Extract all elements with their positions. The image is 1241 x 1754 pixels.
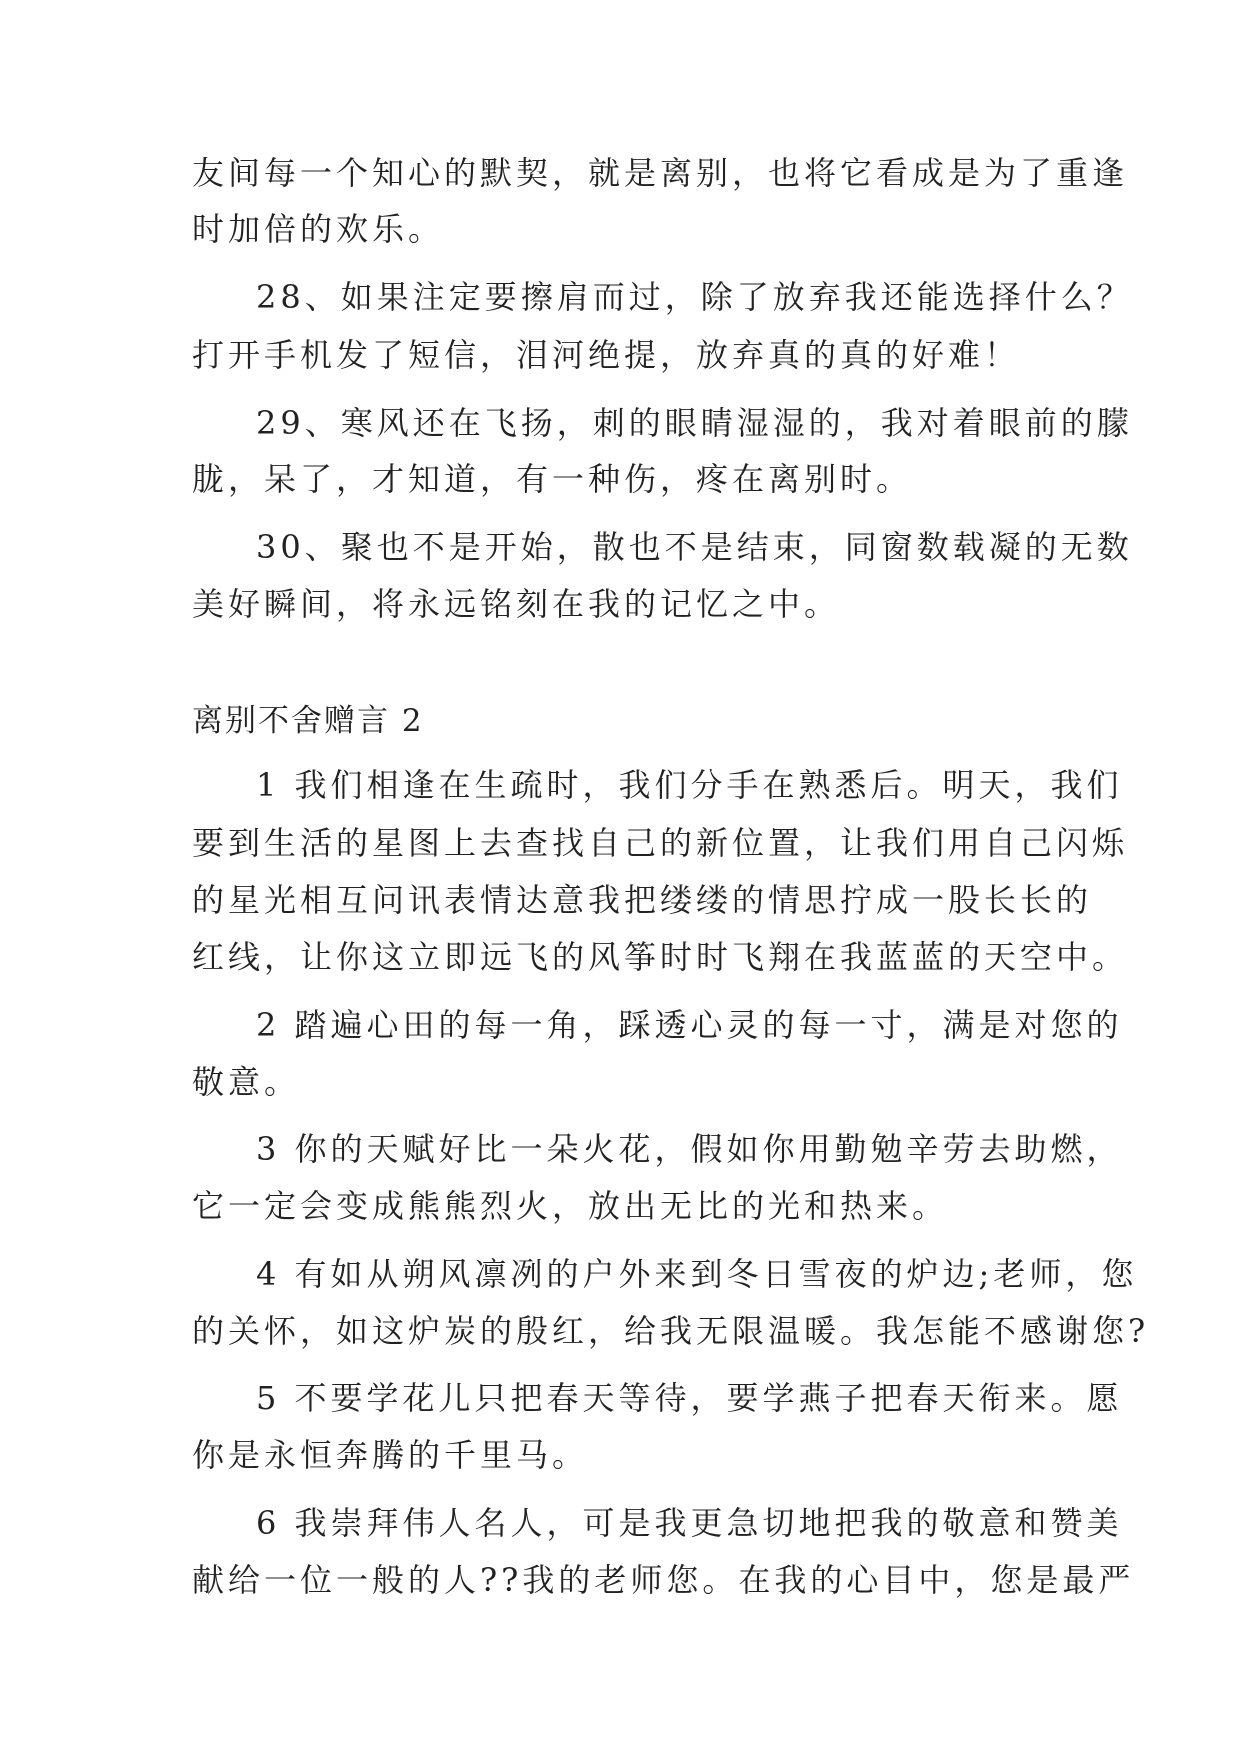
paragraph-line: 29、寒风还在飞扬，刺的眼睛湿湿的，我对着眼前的朦 (256, 404, 1133, 442)
paragraph-line: 友间每一个知心的默契，就是离别，也将它看成是为了重逢 (192, 154, 1129, 192)
paragraph-line: 1 我们相逢在生疏时，我们分手在熟悉后。明天，我们 (256, 766, 1123, 804)
paragraph-line: 要到生活的星图上去查找自己的新位置，让我们用自己闪烁 (192, 824, 1129, 862)
section-heading: 离别不舍赠言 2 (192, 703, 424, 739)
paragraph-line: 时加倍的欢乐。 (192, 210, 445, 248)
paragraph-line: 4 有如从朔风凛冽的户外来到冬日雪夜的炉边;老师，您 (256, 1255, 1138, 1293)
paragraph-line: 胧，呆了，才知道，有一种伤，疼在离别时。 (192, 460, 913, 498)
paragraph-line: 的关怀，如这炉炭的殷红，给我无限温暖。我怎能不感谢您? (192, 1312, 1150, 1350)
paragraph-line: 2 踏遍心田的每一角，踩透心灵的每一寸，满是对您的 (256, 1006, 1123, 1044)
paragraph-line: 5 不要学花儿只把春天等待，要学燕子把春天衔来。愿 (256, 1379, 1123, 1417)
paragraph-line: 红线，让你这立即远飞的风筝时时飞翔在我蓝蓝的天空中。 (192, 938, 1129, 976)
paragraph-line: 献给一位一般的人??我的老师您。在我的心目中，您是最严 (192, 1561, 1135, 1599)
paragraph-line: 28、如果注定要擦肩而过，除了放弃我还能选择什么？ (256, 278, 1133, 316)
paragraph-line: 30、聚也不是开始，散也不是结束，同窗数载凝的无数 (256, 528, 1133, 566)
paragraph-line: 敬意。 (192, 1063, 301, 1101)
paragraph-line: 的星光相互问讯表情达意我把缕缕的情思拧成一股长长的 (192, 881, 1093, 919)
paragraph-line: 美好瞬间，将永远铭刻在我的记忆之中。 (192, 585, 841, 623)
paragraph-line: 打开手机发了短信，泪河绝提，放弃真的真的好难！ (192, 336, 1021, 374)
paragraph-line: 3 你的天赋好比一朵火花，假如你用勤勉辛劳去助燃， (256, 1130, 1123, 1168)
paragraph-line: 你是永恒奔腾的千里马。 (192, 1436, 589, 1474)
paragraph-line: 它一定会变成熊熊烈火，放出无比的光和热来。 (192, 1187, 949, 1225)
paragraph-line: 6 我崇拜伟人名人，可是我更急切地把我的敬意和赞美 (256, 1504, 1123, 1542)
